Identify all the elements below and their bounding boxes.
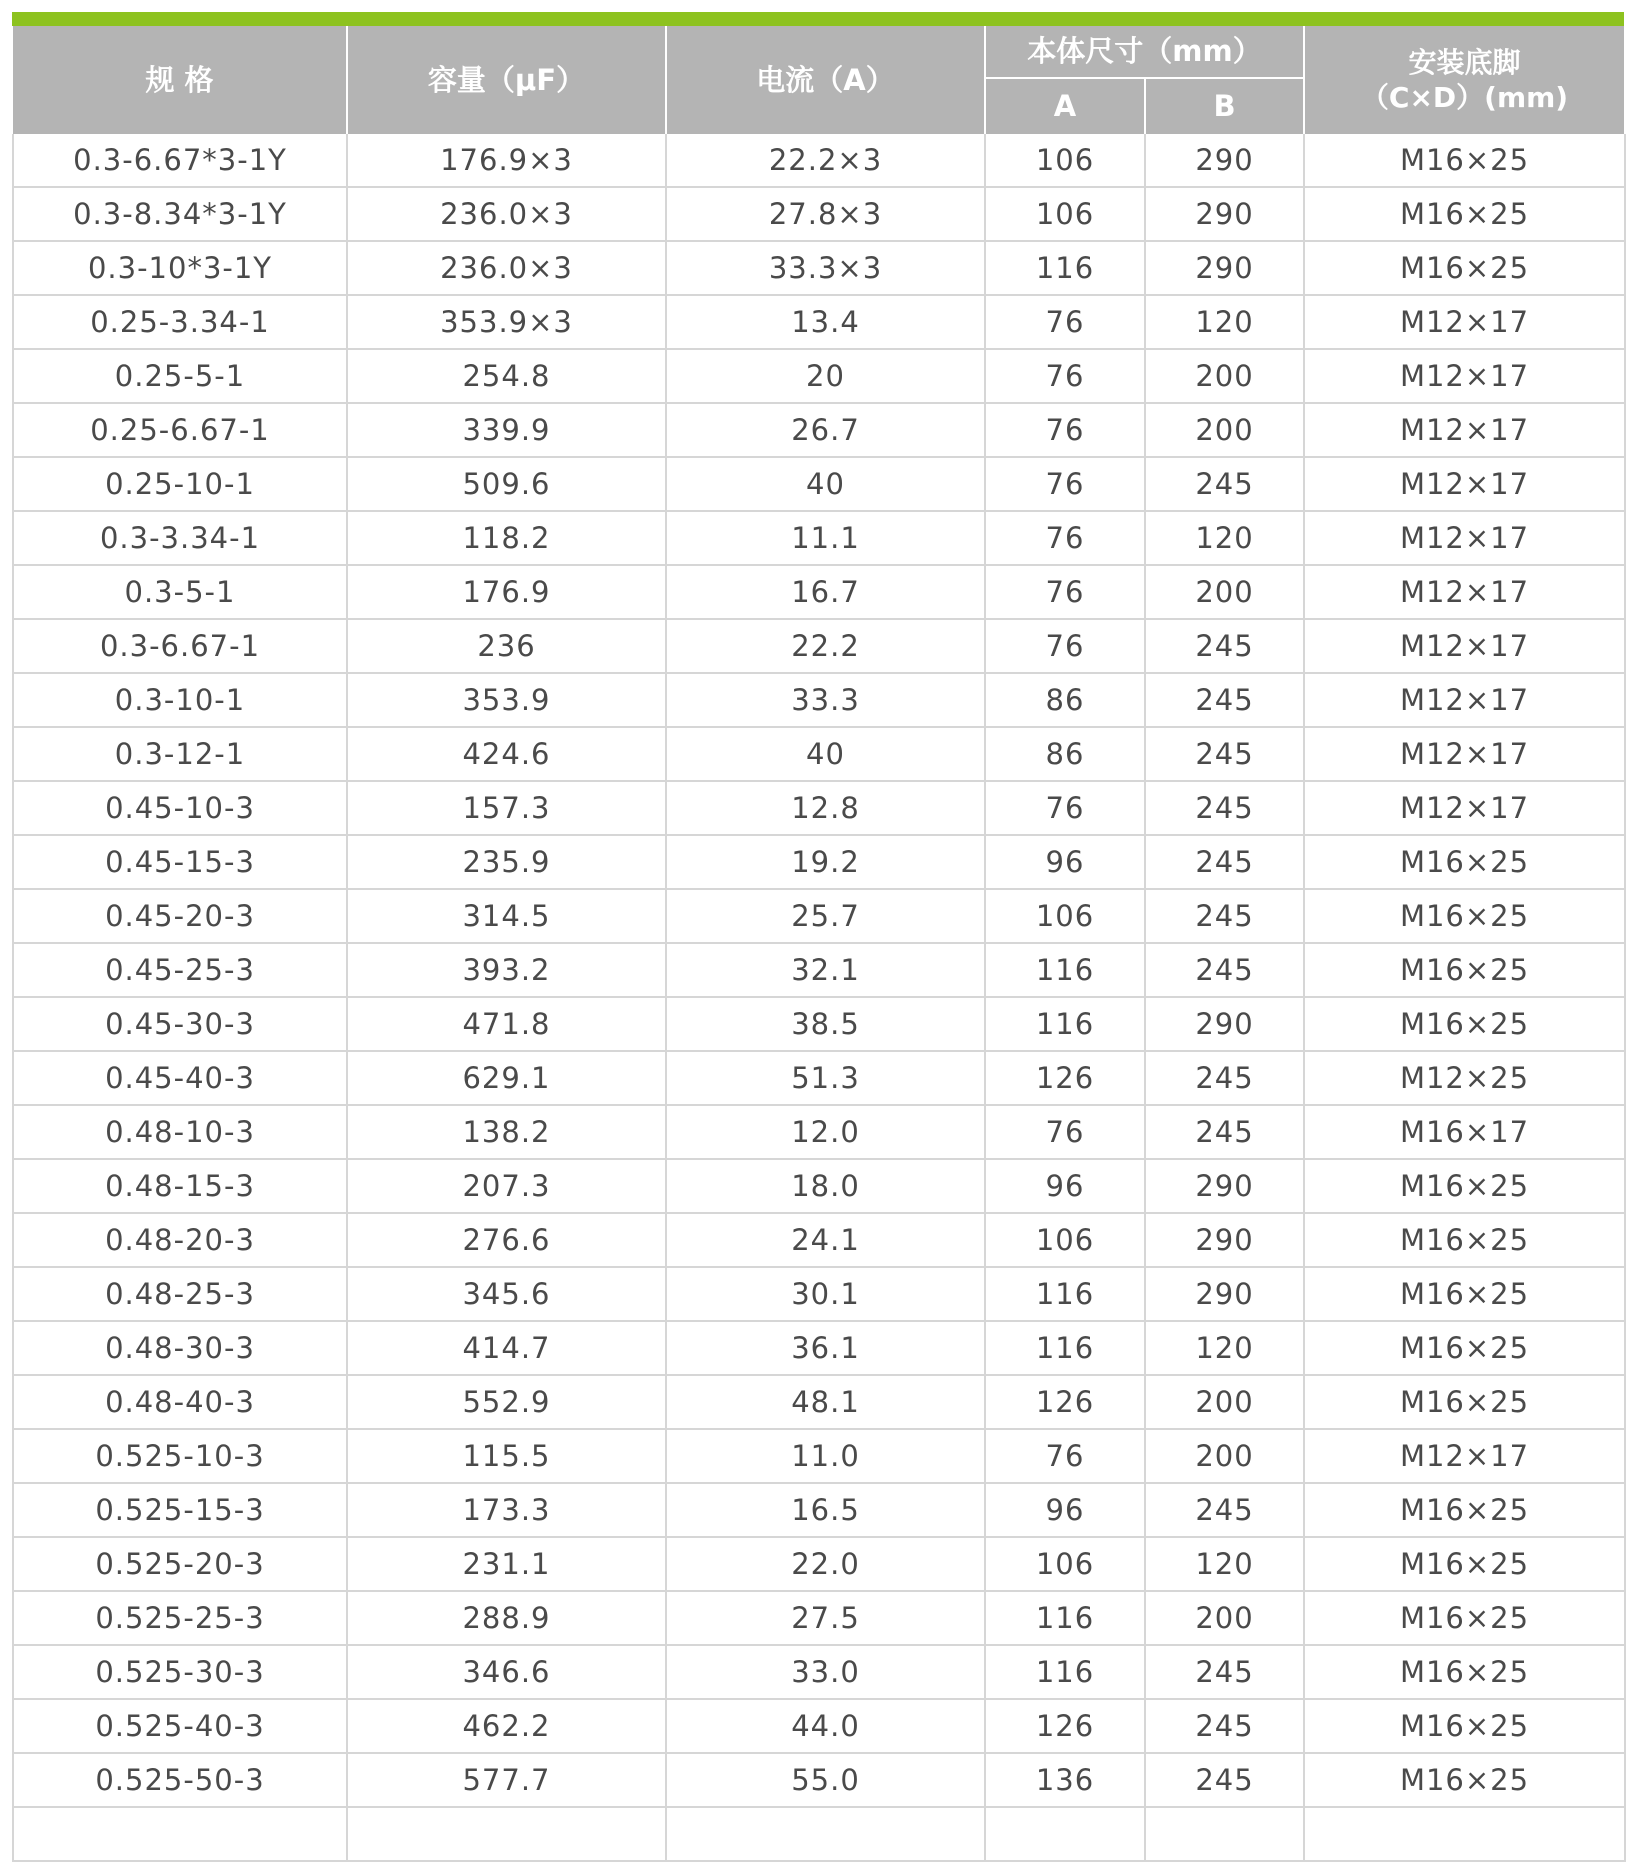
- table-row: [13, 1321, 1625, 1375]
- table-row: [13, 1375, 1625, 1429]
- cell-spec: 0.3-10-1: [13, 673, 347, 727]
- cell-capacity: 393.2: [347, 943, 666, 997]
- cell-size-a: 106: [985, 889, 1145, 943]
- cell-size-a: 116: [985, 241, 1145, 295]
- cell-capacity: 236.0×3: [347, 187, 666, 241]
- cell-mount: M12×17: [1304, 457, 1625, 511]
- cell-capacity: 236: [347, 619, 666, 673]
- empty-row: [13, 1807, 1625, 1861]
- cell-capacity: 509.6: [347, 457, 666, 511]
- cell-size-b: 245: [1145, 781, 1304, 835]
- cell-size-b: 245: [1145, 943, 1304, 997]
- table-row: [13, 349, 1625, 403]
- cell-mount: M16×25: [1304, 1213, 1625, 1267]
- cell-current: 26.7: [666, 403, 985, 457]
- cell-current: 24.1: [666, 1213, 985, 1267]
- cell-spec: 0.48-20-3: [13, 1213, 347, 1267]
- cell-size-a: 76: [985, 457, 1145, 511]
- table-row: [13, 1213, 1625, 1267]
- cell-mount: M16×25: [1304, 997, 1625, 1051]
- cell-spec: 0.3-3.34-1: [13, 511, 347, 565]
- table-row: [13, 997, 1625, 1051]
- cell-current: 55.0: [666, 1753, 985, 1807]
- cell-size-b: 290: [1145, 187, 1304, 241]
- cell-spec: 0.48-25-3: [13, 1267, 347, 1321]
- cell-capacity: 314.5: [347, 889, 666, 943]
- cell-size-a: 126: [985, 1699, 1145, 1753]
- cell-capacity: 552.9: [347, 1375, 666, 1429]
- cell-size-a: 76: [985, 781, 1145, 835]
- cell-size-b: 245: [1145, 889, 1304, 943]
- cell-spec: 0.3-6.67*3-1Y: [13, 134, 347, 187]
- cell-mount: M12×17: [1304, 403, 1625, 457]
- cell-mount: M12×25: [1304, 1051, 1625, 1105]
- cell-capacity: 207.3: [347, 1159, 666, 1213]
- empty-cell: [666, 1807, 985, 1861]
- cell-size-b: 245: [1145, 835, 1304, 889]
- cell-current: 11.0: [666, 1429, 985, 1483]
- cell-mount: M16×25: [1304, 889, 1625, 943]
- table-row: [13, 673, 1625, 727]
- cell-spec: 0.45-25-3: [13, 943, 347, 997]
- cell-capacity: 235.9: [347, 835, 666, 889]
- cell-size-a: 86: [985, 727, 1145, 781]
- cell-current: 11.1: [666, 511, 985, 565]
- cell-size-a: 116: [985, 1321, 1145, 1375]
- cell-size-b: 290: [1145, 1213, 1304, 1267]
- cell-mount: M12×17: [1304, 781, 1625, 835]
- cell-size-a: 76: [985, 403, 1145, 457]
- table-row: [13, 1645, 1625, 1699]
- cell-current: 27.8×3: [666, 187, 985, 241]
- cell-size-b: 245: [1145, 1645, 1304, 1699]
- cell-size-b: 245: [1145, 1699, 1304, 1753]
- cell-capacity: 577.7: [347, 1753, 666, 1807]
- cell-spec: 0.525-30-3: [13, 1645, 347, 1699]
- cell-spec: 0.25-5-1: [13, 349, 347, 403]
- empty-cell: [1304, 1807, 1625, 1861]
- cell-spec: 0.25-3.34-1: [13, 295, 347, 349]
- table-row: [13, 889, 1625, 943]
- spec-table: [12, 26, 1626, 1862]
- cell-capacity: 346.6: [347, 1645, 666, 1699]
- cell-current: 19.2: [666, 835, 985, 889]
- table-row: [13, 403, 1625, 457]
- cell-size-b: 200: [1145, 403, 1304, 457]
- cell-size-a: 76: [985, 619, 1145, 673]
- cell-mount: M16×25: [1304, 241, 1625, 295]
- table-row: [13, 1159, 1625, 1213]
- cell-capacity: 414.7: [347, 1321, 666, 1375]
- cell-size-a: 116: [985, 1267, 1145, 1321]
- cell-mount: M16×25: [1304, 187, 1625, 241]
- accent-bar: [12, 12, 1624, 26]
- cell-capacity: 288.9: [347, 1591, 666, 1645]
- cell-size-b: 245: [1145, 1105, 1304, 1159]
- cell-spec: 0.45-10-3: [13, 781, 347, 835]
- cell-current: 48.1: [666, 1375, 985, 1429]
- cell-spec: 0.3-6.67-1: [13, 619, 347, 673]
- cell-size-a: 136: [985, 1753, 1145, 1807]
- table-row: [13, 134, 1625, 187]
- cell-mount: M16×25: [1304, 1753, 1625, 1807]
- cell-size-b: 245: [1145, 727, 1304, 781]
- cell-size-a: 76: [985, 511, 1145, 565]
- cell-capacity: 254.8: [347, 349, 666, 403]
- cell-current: 16.5: [666, 1483, 985, 1537]
- cell-capacity: 173.3: [347, 1483, 666, 1537]
- cell-capacity: 353.9: [347, 673, 666, 727]
- cell-mount: M12×17: [1304, 295, 1625, 349]
- cell-mount: M16×25: [1304, 943, 1625, 997]
- cell-capacity: 339.9: [347, 403, 666, 457]
- cell-current: 38.5: [666, 997, 985, 1051]
- cell-spec: 0.48-30-3: [13, 1321, 347, 1375]
- cell-current: 16.7: [666, 565, 985, 619]
- cell-size-b: 245: [1145, 1483, 1304, 1537]
- cell-size-b: 120: [1145, 1537, 1304, 1591]
- cell-current: 33.3×3: [666, 241, 985, 295]
- cell-spec: 0.525-25-3: [13, 1591, 347, 1645]
- table-row: [13, 727, 1625, 781]
- table-row: [13, 1483, 1625, 1537]
- cell-size-a: 96: [985, 1159, 1145, 1213]
- cell-spec: 0.48-40-3: [13, 1375, 347, 1429]
- cell-capacity: 157.3: [347, 781, 666, 835]
- cell-size-a: 106: [985, 134, 1145, 187]
- cell-spec: 0.525-40-3: [13, 1699, 347, 1753]
- cell-capacity: 118.2: [347, 511, 666, 565]
- cell-current: 33.3: [666, 673, 985, 727]
- table-row: [13, 943, 1625, 997]
- cell-size-b: 120: [1145, 1321, 1304, 1375]
- cell-spec: 0.25-10-1: [13, 457, 347, 511]
- cell-size-b: 200: [1145, 1375, 1304, 1429]
- cell-mount: M16×25: [1304, 1699, 1625, 1753]
- table-row: [13, 1267, 1625, 1321]
- cell-capacity: 462.2: [347, 1699, 666, 1753]
- cell-size-a: 126: [985, 1051, 1145, 1105]
- cell-capacity: 345.6: [347, 1267, 666, 1321]
- cell-mount: M16×25: [1304, 1321, 1625, 1375]
- empty-cell: [1145, 1807, 1304, 1861]
- cell-mount: M12×17: [1304, 349, 1625, 403]
- table-row: [13, 835, 1625, 889]
- cell-size-a: 126: [985, 1375, 1145, 1429]
- cell-size-a: 116: [985, 943, 1145, 997]
- cell-current: 22.2: [666, 619, 985, 673]
- header-body-size: 本体尺寸（mm）: [985, 26, 1304, 78]
- table-row: [13, 295, 1625, 349]
- cell-mount: M16×25: [1304, 1159, 1625, 1213]
- cell-capacity: 629.1: [347, 1051, 666, 1105]
- cell-mount: M12×17: [1304, 511, 1625, 565]
- table-row: [13, 1429, 1625, 1483]
- cell-capacity: 176.9×3: [347, 134, 666, 187]
- cell-current: 33.0: [666, 1645, 985, 1699]
- cell-size-b: 200: [1145, 565, 1304, 619]
- cell-spec: 0.3-5-1: [13, 565, 347, 619]
- cell-size-a: 106: [985, 187, 1145, 241]
- cell-spec: 0.45-20-3: [13, 889, 347, 943]
- cell-size-a: 116: [985, 1591, 1145, 1645]
- cell-current: 36.1: [666, 1321, 985, 1375]
- cell-size-b: 290: [1145, 241, 1304, 295]
- cell-current: 22.0: [666, 1537, 985, 1591]
- cell-mount: M12×17: [1304, 673, 1625, 727]
- cell-size-b: 245: [1145, 673, 1304, 727]
- table-row: [13, 1051, 1625, 1105]
- cell-size-b: 290: [1145, 134, 1304, 187]
- cell-mount: M16×25: [1304, 1591, 1625, 1645]
- header-size-a: A: [985, 78, 1145, 134]
- cell-size-a: 76: [985, 1105, 1145, 1159]
- cell-size-b: 290: [1145, 1267, 1304, 1321]
- cell-size-a: 96: [985, 835, 1145, 889]
- cell-current: 12.0: [666, 1105, 985, 1159]
- cell-mount: M12×17: [1304, 1429, 1625, 1483]
- cell-size-b: 245: [1145, 1051, 1304, 1105]
- cell-spec: 0.45-40-3: [13, 1051, 347, 1105]
- cell-capacity: 276.6: [347, 1213, 666, 1267]
- empty-cell: [347, 1807, 666, 1861]
- cell-size-b: 200: [1145, 1591, 1304, 1645]
- table-row: [13, 1537, 1625, 1591]
- cell-capacity: 176.9: [347, 565, 666, 619]
- cell-mount: M16×25: [1304, 1375, 1625, 1429]
- table-row: [13, 619, 1625, 673]
- header-current: 电流（A）: [666, 26, 985, 134]
- cell-size-b: 245: [1145, 1753, 1304, 1807]
- cell-current: 18.0: [666, 1159, 985, 1213]
- cell-capacity: 424.6: [347, 727, 666, 781]
- table-body: [13, 134, 1625, 1861]
- header-size-b: B: [1145, 78, 1304, 134]
- cell-size-a: 76: [985, 565, 1145, 619]
- cell-current: 40: [666, 727, 985, 781]
- table-row: [13, 457, 1625, 511]
- cell-spec: 0.45-30-3: [13, 997, 347, 1051]
- cell-capacity: 471.8: [347, 997, 666, 1051]
- cell-size-b: 245: [1145, 457, 1304, 511]
- cell-current: 12.8: [666, 781, 985, 835]
- cell-current: 44.0: [666, 1699, 985, 1753]
- cell-current: 51.3: [666, 1051, 985, 1105]
- table-header: [13, 26, 1625, 134]
- cell-current: 25.7: [666, 889, 985, 943]
- cell-size-b: 290: [1145, 1159, 1304, 1213]
- cell-current: 27.5: [666, 1591, 985, 1645]
- table-row: [13, 1105, 1625, 1159]
- cell-mount: M16×25: [1304, 1537, 1625, 1591]
- cell-size-a: 96: [985, 1483, 1145, 1537]
- cell-current: 20: [666, 349, 985, 403]
- cell-size-a: 76: [985, 1429, 1145, 1483]
- cell-size-a: 116: [985, 1645, 1145, 1699]
- cell-spec: 0.3-12-1: [13, 727, 347, 781]
- empty-cell: [985, 1807, 1145, 1861]
- cell-capacity: 353.9×3: [347, 295, 666, 349]
- header-capacity: 容量（μF）: [347, 26, 666, 134]
- header-spec: 规 格: [13, 26, 347, 134]
- cell-current: 32.1: [666, 943, 985, 997]
- cell-mount: M12×17: [1304, 727, 1625, 781]
- table-row: [13, 1699, 1625, 1753]
- cell-mount: M16×25: [1304, 1645, 1625, 1699]
- cell-mount: M12×17: [1304, 619, 1625, 673]
- cell-spec: 0.48-15-3: [13, 1159, 347, 1213]
- table-row: [13, 187, 1625, 241]
- cell-spec: 0.525-15-3: [13, 1483, 347, 1537]
- cell-mount: M16×25: [1304, 835, 1625, 889]
- cell-spec: 0.3-8.34*3-1Y: [13, 187, 347, 241]
- cell-spec: 0.525-50-3: [13, 1753, 347, 1807]
- cell-mount: M16×25: [1304, 134, 1625, 187]
- table-row: [13, 1753, 1625, 1807]
- cell-mount: M12×17: [1304, 565, 1625, 619]
- cell-capacity: 138.2: [347, 1105, 666, 1159]
- cell-current: 13.4: [666, 295, 985, 349]
- table-row: [13, 511, 1625, 565]
- cell-capacity: 115.5: [347, 1429, 666, 1483]
- cell-capacity: 236.0×3: [347, 241, 666, 295]
- cell-spec: 0.45-15-3: [13, 835, 347, 889]
- cell-size-b: 245: [1145, 619, 1304, 673]
- cell-size-b: 290: [1145, 997, 1304, 1051]
- cell-current: 22.2×3: [666, 134, 985, 187]
- cell-spec: 0.25-6.67-1: [13, 403, 347, 457]
- header-mount: [1304, 26, 1625, 134]
- empty-cell: [13, 1807, 347, 1861]
- header-mount-text: 安装底脚 （C×D）(mm): [1360, 46, 1569, 114]
- cell-mount: M16×25: [1304, 1267, 1625, 1321]
- cell-current: 40: [666, 457, 985, 511]
- cell-size-a: 106: [985, 1213, 1145, 1267]
- cell-size-a: 76: [985, 349, 1145, 403]
- cell-spec: 0.525-20-3: [13, 1537, 347, 1591]
- cell-spec: 0.525-10-3: [13, 1429, 347, 1483]
- cell-capacity: 231.1: [347, 1537, 666, 1591]
- table-row: [13, 565, 1625, 619]
- cell-spec: 0.3-10*3-1Y: [13, 241, 347, 295]
- cell-size-a: 86: [985, 673, 1145, 727]
- table-row: [13, 241, 1625, 295]
- table-row: [13, 781, 1625, 835]
- cell-size-b: 120: [1145, 295, 1304, 349]
- cell-size-b: 200: [1145, 349, 1304, 403]
- cell-current: 30.1: [666, 1267, 985, 1321]
- cell-mount: M16×17: [1304, 1105, 1625, 1159]
- cell-size-a: 116: [985, 997, 1145, 1051]
- cell-size-a: 106: [985, 1537, 1145, 1591]
- cell-size-b: 200: [1145, 1429, 1304, 1483]
- table-row: [13, 1591, 1625, 1645]
- cell-size-b: 120: [1145, 511, 1304, 565]
- cell-size-a: 76: [985, 295, 1145, 349]
- cell-spec: 0.48-10-3: [13, 1105, 347, 1159]
- cell-mount: M16×25: [1304, 1483, 1625, 1537]
